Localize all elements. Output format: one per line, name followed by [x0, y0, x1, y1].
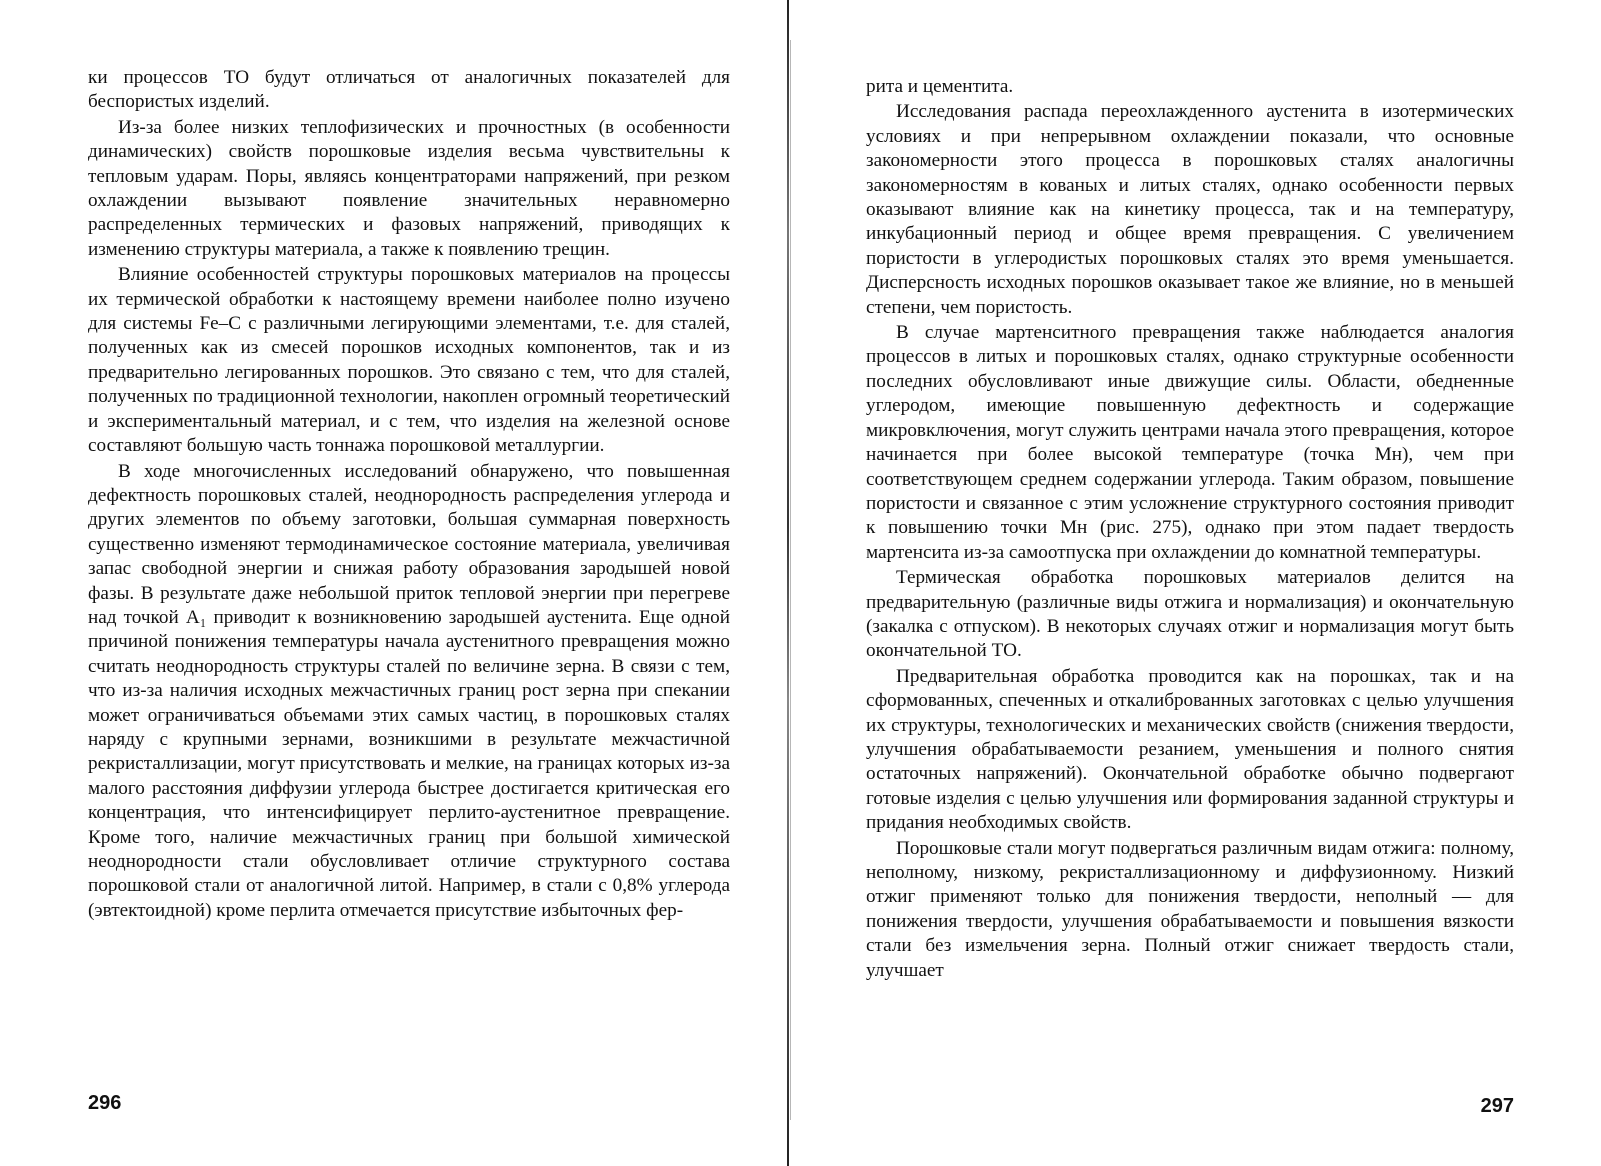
page-number-right: 297 [1480, 1095, 1514, 1117]
paragraph: Термическая обработка порошковых материалов делится на предварительную (различные виды отжига и нормализация) и окончательную (закалка с отпуском). В некоторых случаях отжиг и нормализация могут быть окончательной ТО. [866, 567, 1514, 662]
paragraph: В ходе многочисленных исследований обнаружено, что повышенная дефектность порошковых сталей, неоднородность распределения углерода и других элементов по объему заготовки, большая суммарная поверхность существенно изменяют термодинамическое состояние материала, увеличивая запас свободной энергии и снижая работу образования зародышей новой фазы. В результате даже небольшой приток тепловой энергии при перегреве над точкой A₁ приводит к возникновению зародышей аустенита. Еще одной причиной понижения температуры начала аустенитного превращения можно считать неоднородность структуры сталей по величине зерна. В связи с тем, что из-за наличия исходных межчастичных границ рост зерна при спекании может ограничиваться объемами этих самых частиц, в порошковых сталях наряду с крупными зернами, возникшими в результате межчастичной рекристаллизации, могут присутствовать и мелкие, на границах которых из-за малого расстояния диффузии углерода быстрее достигается критическая его концентрация, что интенсифицирует перлито-аустенитное превращение. Кроме того, наличие межчастичных границ при большой химической неоднородности стали обусловливает отличие структурного состава порошковой стали от аналогичной литой. Например, в стали с 0,8% углерода (эвтектоидной) кроме перлита отмечается присутствие избыточных фер- [88, 460, 730, 921]
paragraph: В случае мартенситного превращения также наблюдается аналогия процессов в литых и порошковых сталях, однако структурные особенности последних обусловливают иные движущие силы. Области, обедненные углеродом, имеющие повышенную дефектность и содержащие микровключения, могут служить центрами начала этого превращения, которое начинается при более высокой температуре (точка Mн), чем при соответствующем среднем содержании углерода. Таким образом, повышение пористости и связанное с этим усложнение структурного состояния приводит к повышению точки Mн (рис. 275), однако при этом падает твердость мартенсита из-за самоотпуска при охлаждении до комнатной температуры. [866, 322, 1514, 563]
paragraph: Предварительная обработка проводится как на порошках, так и на сформованных, спеченных и откалиброванных заготовках с целью улучшения их структуры, технологических и механических свойств (снижения твердости, улучшения обрабатываемости резанием, уменьшения и полного снятия остаточных напряжений). Окончательной обработке обычно подвергают готовые изделия с целью улучшения или формирования заданной структуры и придания необходимых свойств. [866, 665, 1514, 834]
left-page [88, 0, 730, 1166]
paragraph: рита и цементита. [866, 76, 1014, 97]
paragraph: Из-за более низких теплофизических и прочностных (в особенности динамических) свойств порошковые изделия весьма чувствительны к тепловым ударам. Поры, являясь концентраторами напряжений, при резком охлаждении вызывают появление значительных неравномерно распределенных термических и фазовых напряжений, приводящих к изменению структуры материала, а также к появлению трещин. [88, 116, 730, 260]
right-page [866, 0, 1514, 1166]
left-page-text [88, 66, 730, 923]
paragraph: Порошковые стали могут подвергаться различным видам отжига: полному, неполному, низкому, рекристаллизационному и диффузионному. Низкий отжиг применяют только для понижения твердости, неполный — для понижения твердости, улучшения обрабатываемости и повышения вязкости стали без измельчения зерна. Полный отжиг снижает твердость стали, улучшает [866, 837, 1514, 981]
page-number-left: 296 [88, 1092, 122, 1114]
paragraph: Влияние особенностей структуры порошковых материалов на процессы их термической обработки к настоящему времени наиболее полно изучено для системы Fe–C с различными легирующими элементами, т.е. для сталей, полученных как из смесей порошков исходных компонентов, так и из предварительно легированных порошков. Это связано с тем, что для сталей, полученных по традиционной технологии, накоплен огромный теоретический и экспериментальный материал, и с тем, что изделия на железной основе составляют большую часть тоннажа порошковой металлургии. [88, 264, 730, 457]
paragraph: ки процессов ТО будут отличаться от аналогичных показателей для беспористых изделий. [88, 67, 730, 113]
book-gutter [784, 0, 794, 1166]
paragraph: Исследования распада переохлажденного аустенита в изотермических условиях и при непрерывном охлаждении показали, что основные закономерности этого процесса в порошковых сталях аналогичны закономерностям в кованых и литых сталях, однако особенности первых оказывают влияние как на кинетику процесса, так и на температуру, инкубационный период и общее время превращения. С увеличением пористости в углеродистых порошковых сталях это время уменьшается. Дисперсность исходных порошков оказывает такое же влияние, но в меньшей степени, чем пористость. [866, 101, 1514, 318]
right-page-text [866, 75, 1514, 983]
